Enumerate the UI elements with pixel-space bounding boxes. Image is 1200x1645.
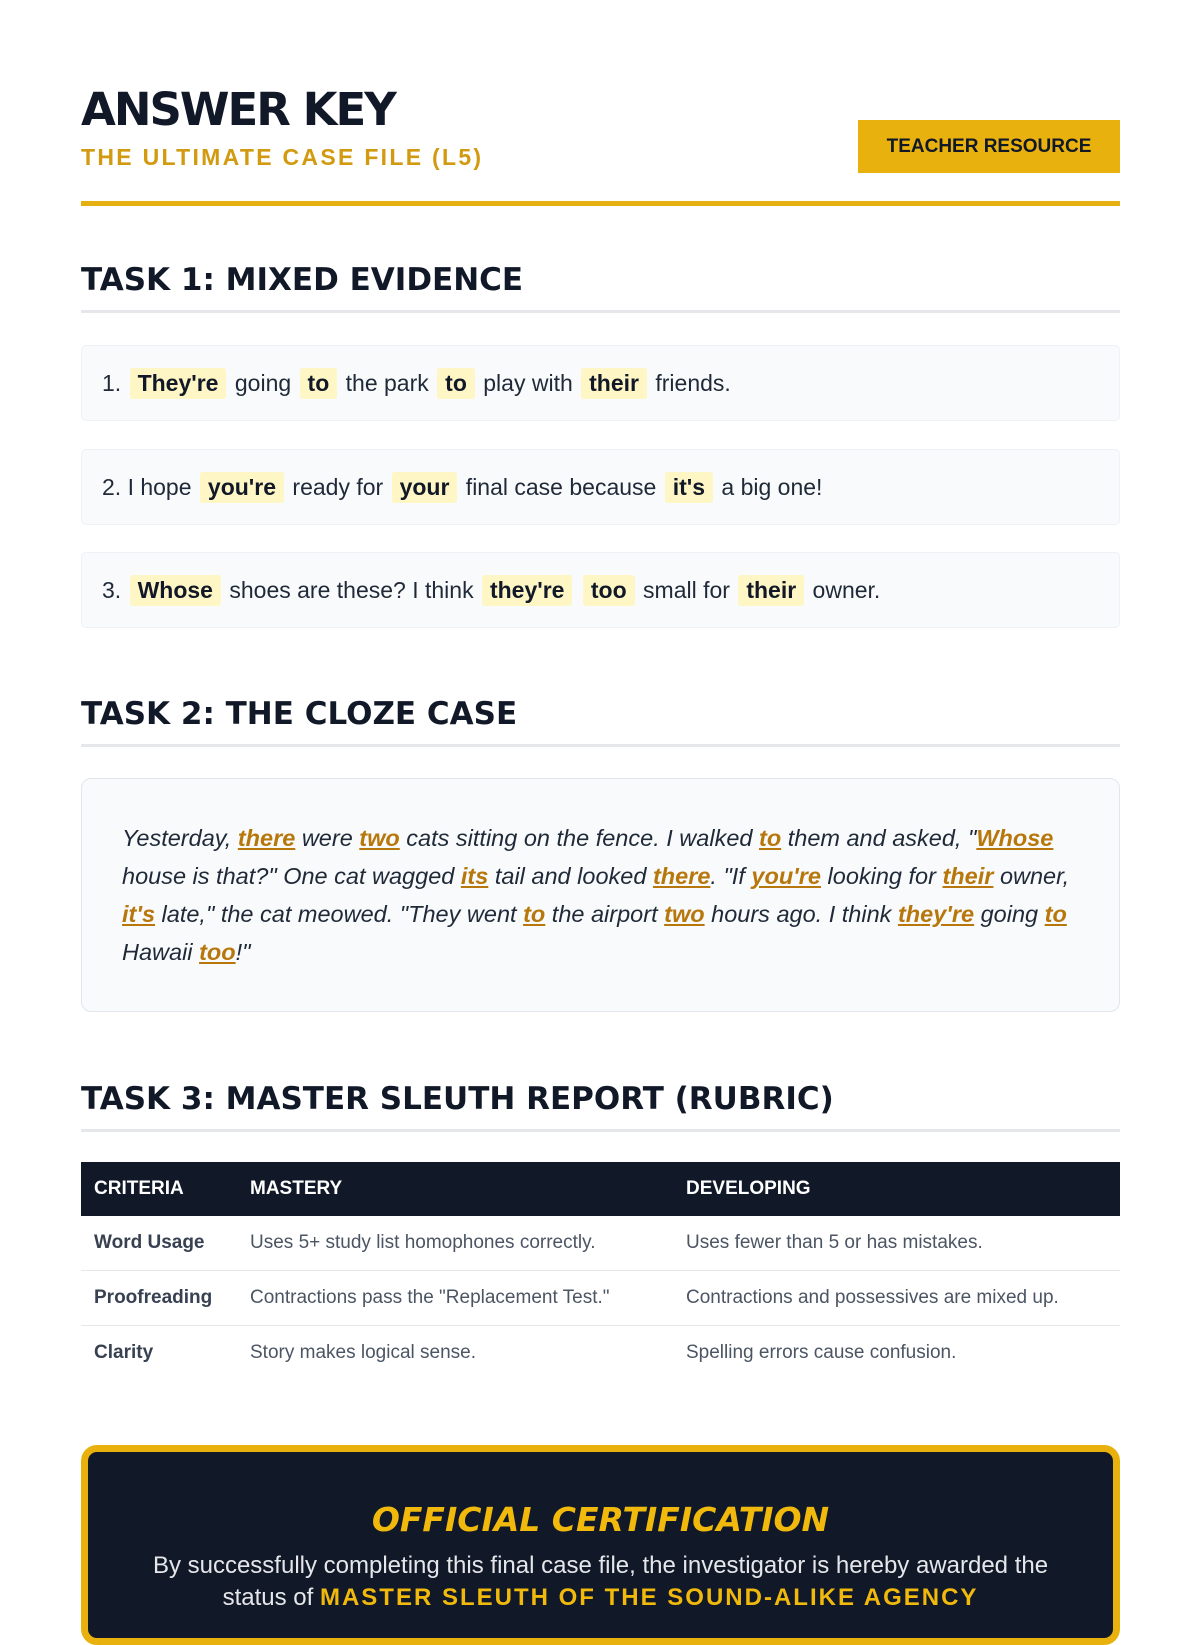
highlighted-answer: too: [583, 575, 635, 606]
rubric-criteria-cell: Proofreading: [81, 1271, 237, 1326]
cloze-answer: to: [1044, 901, 1067, 927]
cloze-answer: you're: [751, 863, 821, 889]
rubric-mastery-cell: Contractions pass the "Replacement Test.": [237, 1271, 673, 1326]
certification-text: [138, 1550, 1063, 1614]
sentence-text: 1.: [102, 369, 128, 396]
rubric-criteria-cell: Word Usage: [81, 1216, 237, 1271]
certification-body: By successfully completing this final case file, the investigator is hereby awarded the status of: [152, 1552, 1049, 1611]
cloze-answer: to: [759, 825, 782, 851]
rubric-table: [81, 1162, 1120, 1380]
highlighted-answer: They're: [130, 368, 227, 399]
rubric-header-mastery: MASTERY: [237, 1162, 673, 1216]
rubric-header-row: [81, 1162, 1120, 1216]
cloze-text: !": [235, 939, 251, 965]
cloze-answer: there: [237, 825, 296, 851]
task3-title: TASK 3: MASTER SLEUTH REPORT (RUBRIC): [81, 1077, 1120, 1132]
cloze-answer: there: [652, 863, 711, 889]
highlighted-answer: their: [581, 368, 647, 399]
cloze-text: late," the cat meowed. "They went: [155, 901, 524, 927]
page-subtitle: THE ULTIMATE CASE FILE (L5): [81, 144, 484, 170]
cloze-text: Hawaii: [122, 901, 1074, 965]
cloze-text: owner,: [993, 863, 1076, 889]
rubric-header-criteria: CRITERIA: [81, 1162, 237, 1216]
rubric-mastery-cell: Uses 5+ study list homophones correctly.: [237, 1216, 673, 1271]
cloze-text: Yesterday,: [122, 825, 238, 851]
cloze-answer: their: [942, 863, 994, 889]
cloze-text: them and asked, ": [781, 825, 977, 851]
cloze-text: . "If: [710, 863, 752, 889]
cloze-answer: to: [523, 901, 546, 927]
task1-sentence-2: [81, 449, 1120, 525]
cloze-text: tail and looked: [488, 863, 653, 889]
sentence-text: going: [228, 369, 298, 396]
sentence-text: 2. I hope: [102, 473, 198, 500]
rubric-criteria-cell: Clarity: [94, 1342, 154, 1363]
sentence-text: ready for: [286, 473, 390, 500]
highlighted-answer: to: [437, 368, 475, 399]
highlighted-answer: you're: [200, 472, 284, 503]
highlighted-answer: their: [738, 575, 804, 606]
page-header: [81, 82, 1120, 206]
rubric-mastery-cell: Story makes logical sense.: [250, 1342, 476, 1363]
certification-title: OFFICIAL CERTIFICATION: [371, 1500, 830, 1539]
certification-box: [81, 1445, 1120, 1645]
cloze-answer: two: [664, 901, 705, 927]
cloze-answer: they're: [897, 901, 975, 927]
rubric-header-developing: DEVELOPING: [673, 1162, 1120, 1216]
task1-sentence-3: [81, 552, 1120, 628]
sentence-text: [574, 577, 580, 604]
sentence-text: owner.: [806, 576, 881, 603]
table-row: [81, 1326, 1120, 1381]
task1-title: TASK 1: MIXED EVIDENCE: [81, 258, 1120, 313]
cloze-passage: [81, 778, 1120, 1012]
certification-award: MASTER SLEUTH OF THE SOUND-ALIKE AGENCY: [319, 1584, 979, 1611]
rubric-developing-cell: Contractions and possessives are mixed up.: [673, 1271, 1120, 1326]
cloze-text: going: [974, 901, 1045, 927]
rubric-developing-cell: Uses fewer than 5 or has mistakes.: [673, 1216, 1120, 1271]
cloze-text: hours ago. I think: [704, 901, 898, 927]
cloze-answer: it's: [122, 901, 156, 927]
task1-sentence-1: [81, 345, 1120, 421]
table-row: [81, 1271, 1120, 1326]
cloze-text: cats sitting on the fence. I walked: [399, 825, 759, 851]
table-row: [81, 1216, 1120, 1271]
highlighted-answer: they're: [482, 575, 573, 606]
sentence-text: play with: [476, 369, 580, 396]
sentence-text: friends.: [648, 369, 731, 396]
cloze-text: house is that?" One cat wagged: [122, 825, 1060, 889]
highlighted-answer: it's: [665, 472, 713, 503]
sentence-text: the park: [339, 369, 436, 396]
highlighted-answer: to: [300, 368, 338, 399]
sentence-text: a big one!: [715, 473, 823, 500]
highlighted-answer: Whose: [130, 575, 221, 606]
task2-title: TASK 2: THE CLOZE CASE: [81, 692, 1120, 747]
cloze-text: looking for: [821, 863, 943, 889]
rubric-developing-cell: Spelling errors cause confusion.: [686, 1342, 957, 1363]
cloze-answer: its: [460, 863, 489, 889]
sentence-text: final case because: [459, 473, 663, 500]
sentence-text: small for: [636, 576, 737, 603]
sentence-text: shoes are these? I think: [222, 576, 480, 603]
sentence-text: 3.: [102, 576, 128, 603]
cloze-answer: Whose: [976, 825, 1054, 851]
cloze-answer: two: [359, 825, 400, 851]
teacher-resource-badge: TEACHER RESOURCE: [858, 120, 1120, 173]
cloze-text: were: [295, 825, 360, 851]
highlighted-answer: your: [392, 472, 458, 503]
page-title: ANSWER KEY: [81, 83, 395, 136]
cloze-text: the airport: [545, 901, 665, 927]
cloze-answer: too: [199, 939, 236, 965]
